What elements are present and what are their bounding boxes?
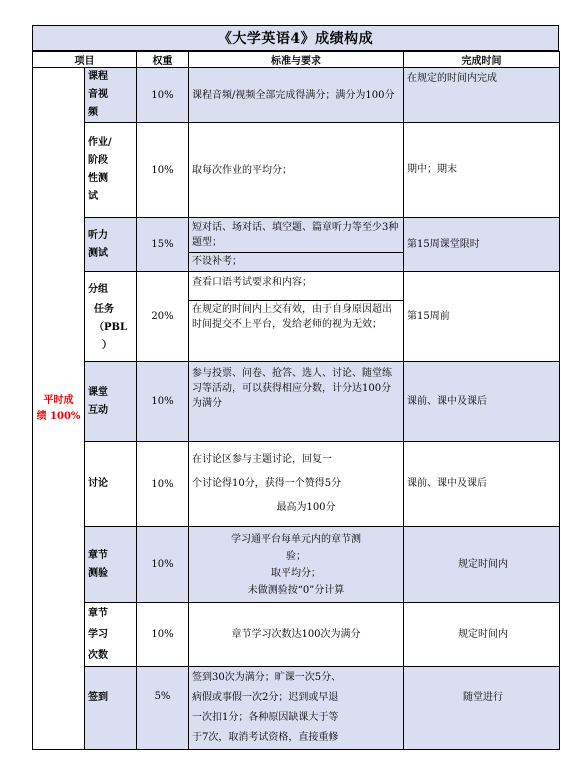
table-row <box>33 218 560 272</box>
time-cell: 课前、课中及课后 <box>404 362 560 442</box>
weight-cell: 10% <box>137 527 189 603</box>
standard-cell: 章节学习次数达100次为满分 <box>189 603 404 667</box>
table-row <box>33 527 560 603</box>
item-cell: 分组 任务 （PBL ） <box>85 272 137 362</box>
table-row <box>33 442 560 527</box>
weight-cell: 20% <box>137 272 189 362</box>
grade-table <box>32 51 560 750</box>
weight-cell: 10% <box>137 603 189 667</box>
item-cell: 课程 音视 频 <box>85 68 137 123</box>
table-row <box>33 272 560 362</box>
table-row <box>33 68 560 123</box>
table-row <box>33 667 560 750</box>
weight-cell: 10% <box>137 442 189 527</box>
item-cell: 章节 测验 <box>85 527 137 603</box>
table-row <box>33 603 560 667</box>
standard-cell: 课程音频/视频全部完成得满分；满分为100分 <box>189 68 404 123</box>
header-row <box>33 52 560 68</box>
sheet-title: 《大学英语4》成绩构成 <box>32 25 559 51</box>
time-cell: 随堂进行 <box>404 667 560 750</box>
time-cell: 第15周前 <box>404 272 560 362</box>
header-time: 完成时间 <box>404 52 560 68</box>
item-cell: 讨论 <box>85 442 137 527</box>
time-cell: 规定时间内 <box>404 527 560 603</box>
standard-cell: 签到30次为满分；旷课一次5分、 病假或事假一次2分；迟到或早退 一次扣1分；各种原因缺课大于等 于7次，取消考试资格，直接重修 <box>189 667 404 750</box>
time-cell: 期中；期末 <box>404 123 560 218</box>
table-row <box>33 123 560 218</box>
time-cell: 第15周课堂限时 <box>404 218 560 272</box>
weight-cell: 5% <box>137 667 189 750</box>
category-cell: 平时成 绩 100% <box>33 68 85 750</box>
standard-cell: 查看口语考试要求和内容； 在规定的时间内上交有效，由于自身原因超出时间提交不上平台，发给老师的视为无效； <box>189 272 404 362</box>
time-cell: 课前、课中及课后 <box>404 442 560 527</box>
table-row <box>33 362 560 442</box>
standard-cell: 学习通平台每单元内的章节测 验； 取平均分； 未做测验按“0”分计算 <box>189 527 404 603</box>
header-weight: 权重 <box>137 52 189 68</box>
item-cell: 听力 测试 <box>85 218 137 272</box>
header-item: 项目 <box>33 52 137 68</box>
item-cell: 课堂 互动 <box>85 362 137 442</box>
standard-cell: 参与投票、问卷、抢答、选人、讨论、随堂练习等活动，可以获得相应分数，计分达100分为满分 <box>189 362 404 442</box>
weight-cell: 10% <box>137 68 189 123</box>
item-cell: 作业/ 阶段 性测 试 <box>85 123 137 218</box>
weight-cell: 10% <box>137 362 189 442</box>
weight-cell: 10% <box>137 123 189 218</box>
standard-cell: 取每次作业的平均分； <box>189 123 404 218</box>
weight-cell: 15% <box>137 218 189 272</box>
item-cell: 章节 学习 次数 <box>85 603 137 667</box>
header-standard: 标准与要求 <box>189 52 404 68</box>
time-cell: 规定时间内 <box>404 603 560 667</box>
time-cell: 在规定的时间内完成 <box>404 68 560 123</box>
standard-cell: 在讨论区参与主题讨论，回复一 个讨论得10分，获得一个赞得5分 最高为100分 <box>189 442 404 527</box>
standard-cell: 短对话、场对话、填空题、篇章听力等至少3种题型； 不设补考； <box>189 218 404 272</box>
item-cell: 签到 <box>85 667 137 750</box>
